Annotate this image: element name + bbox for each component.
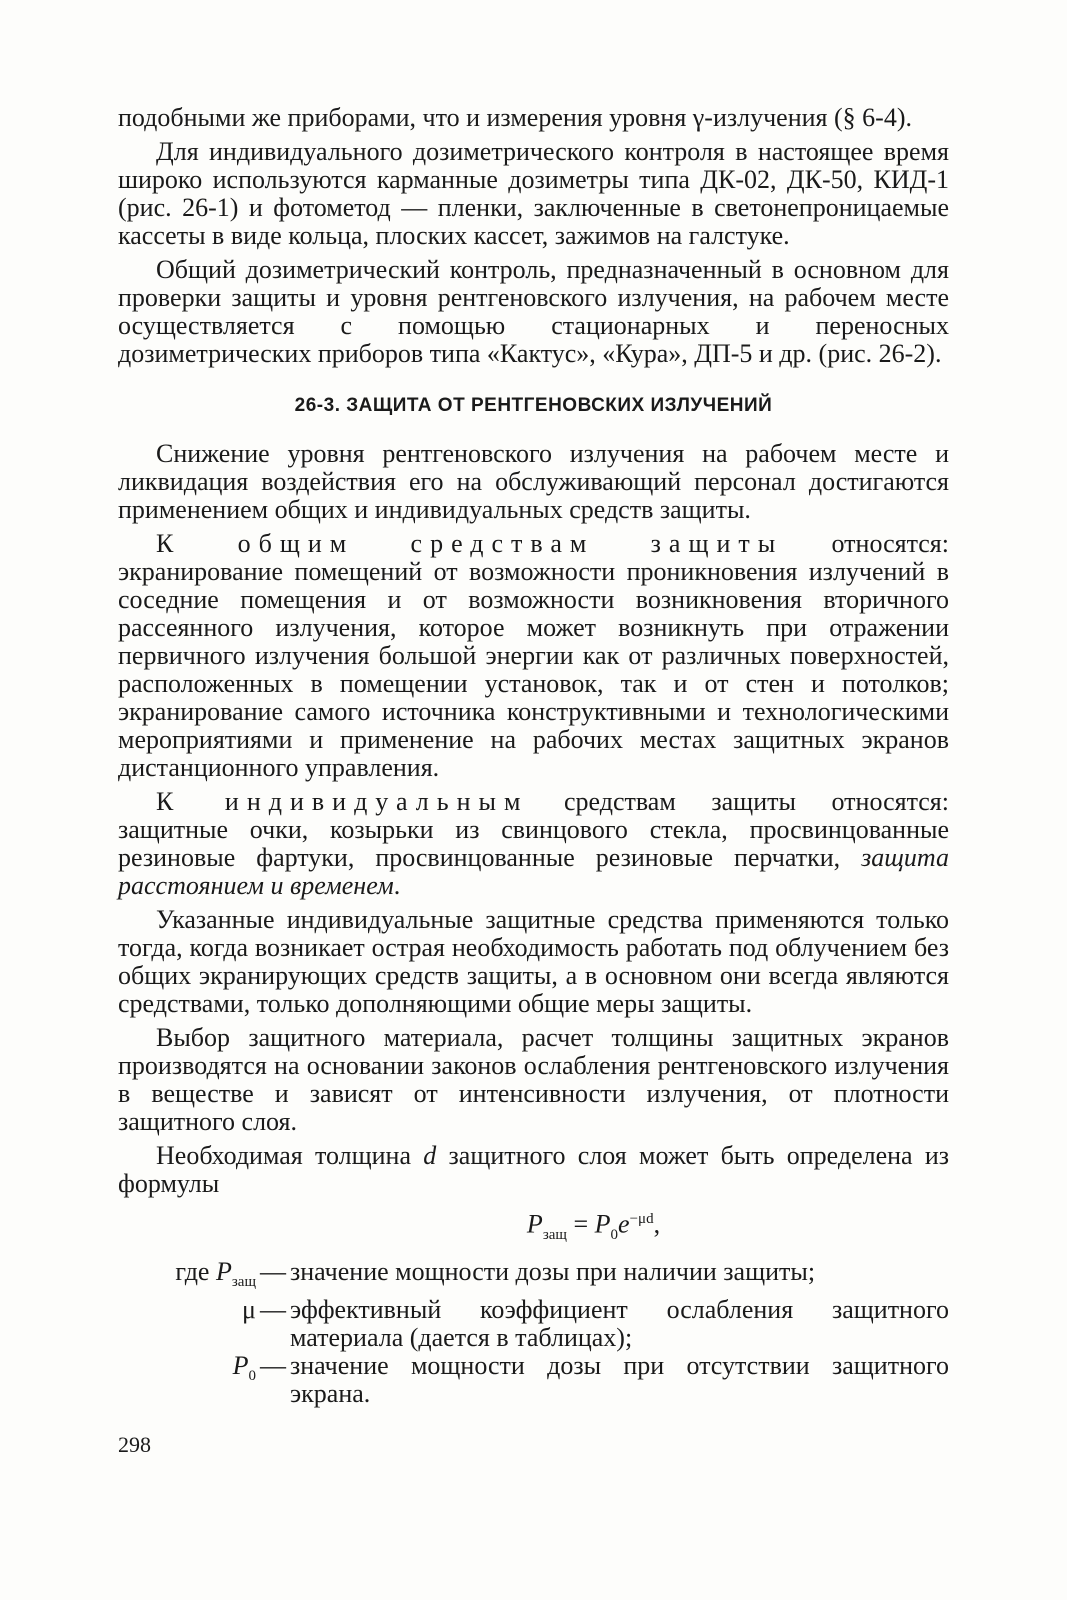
definition-dash: — — [260, 1295, 286, 1325]
formula-rhs-sub: 0 — [610, 1226, 619, 1243]
formula-tail: , — [653, 1209, 661, 1239]
section-heading: 26-3. ЗАЩИТА ОТ РЕНТГЕНОВСКИХ ИЗЛУЧЕНИЙ — [294, 395, 773, 416]
formula — [238, 1204, 949, 1250]
definition-prefix: где — [175, 1256, 216, 1286]
definition-row — [118, 1258, 949, 1296]
formula-rhs: P — [594, 1209, 611, 1239]
paragraph-text: относятся: экранирование помещений от возможности проникновения излучений в соседние помещения и от возможности возникновения вторичного рассеянного излучения, которое может возникнуть при отражении первичного излучения большой энергии как от различных поверхностей, расположенных в помещении установок, так и от стен и потолков; экранирование самого источника конструктивными и технологическими мероприятиями и применение на рабочих местах защитных экранов дистанционного управления. — [118, 529, 949, 782]
paragraph-indicated-means: Указанные индивидуальные защитные средства применяются только тогда, когда возникает острая необходимость работать под облучением без общих экранирующих средств защиты, а в основном они всегда являются средствами, только дополняющими общие меры защиты. — [118, 905, 949, 1018]
definition-term — [118, 1296, 256, 1352]
formula-exponent: −μd — [629, 1211, 654, 1227]
definition-symbol: P — [232, 1351, 249, 1381]
paragraph-individual-control: Для индивидуального дозиметрического контроля в настоящее время широко используются карманные дозиметры типа ДК-02, ДК-50, КИД-1 (рис. 26-1) и фотометод — пленки, заключенные в светонепроницаемые кассеты в виде кольца, плоских кассет, зажимов на галстуке. — [118, 137, 949, 250]
paragraph-general-means — [118, 530, 949, 782]
paragraph-continuation: подобными же приборами, что и измерения уровня γ-излучения (§ 6-4). — [118, 103, 912, 132]
definition-subscript: защ — [231, 1274, 256, 1291]
spaced-emphasis: К индивидуальным — [156, 787, 529, 816]
paragraph-text: защитного слоя может быть определена из формулы — [118, 1141, 950, 1198]
page-number: 298 — [118, 1432, 151, 1457]
body-text — [118, 104, 949, 1198]
variable-d: d — [423, 1141, 437, 1170]
italic-emphasis: защита расстоянием и временем — [118, 843, 949, 900]
formula-equals: = — [566, 1209, 595, 1239]
definition-term — [118, 1258, 256, 1296]
formula-lhs-sub: защ — [542, 1226, 567, 1243]
paragraph-material-choice: Выбор защитного материала, расчет толщины защитных экранов производятся на основании законов ослабления рентгеновского излучения в веществе и зависят от интенсивности излучения, от плотности защитного слоя. — [118, 1023, 949, 1136]
definition-row — [118, 1296, 949, 1352]
definition-dash: — — [260, 1351, 286, 1381]
formula-lhs: P — [526, 1209, 543, 1239]
definition-text: значение мощности дозы при отсутствии защитного экрана. — [290, 1351, 949, 1409]
paragraph-text: средствам защиты относятся: защитные очки, козырьки из свинцового стекла, просвинцованные резиновые фартуки, просвинцованные резиновые перчатки, — [118, 787, 949, 872]
definition-dash: — — [260, 1256, 286, 1286]
paragraph-thickness — [118, 1142, 949, 1198]
definition-symbol: P — [215, 1256, 232, 1286]
paragraph-text: Необходимая толщина — [156, 1141, 424, 1170]
definition-row — [118, 1352, 949, 1408]
paragraph-reduction: Снижение уровня рентгеновского излучения на рабочем месте и ликвидация воздействия его на обслуживающий персонал достигаются применением общих и индивидуальных средств защиты. — [118, 439, 949, 524]
definition-subscript: 0 — [248, 1368, 256, 1385]
paragraph-general-control: Общий дозиметрический контроль, предназначенный в основном для проверки защиты и уровня рентгеновского излучения, на рабочем месте осуществляется с помощью стационарных и переносных дозиметрических приборов типа «Кактус», «Кура», ДП-5 и др. (рис. 26-2). — [118, 255, 949, 368]
definition-text: значение мощности дозы при наличии защиты; — [290, 1256, 816, 1286]
spaced-emphasis: К общим средствам защиты — [156, 529, 784, 558]
paragraph-individual-means — [118, 788, 949, 900]
definitions-list — [118, 1258, 949, 1408]
definition-symbol: μ — [242, 1295, 256, 1325]
definition-term — [118, 1352, 256, 1408]
formula-exp-base: e — [618, 1209, 630, 1239]
paragraph-end: . — [393, 871, 401, 900]
definition-text: эффективный коэффициент ослабления защитного материала (дается в таблицах); — [290, 1295, 949, 1353]
